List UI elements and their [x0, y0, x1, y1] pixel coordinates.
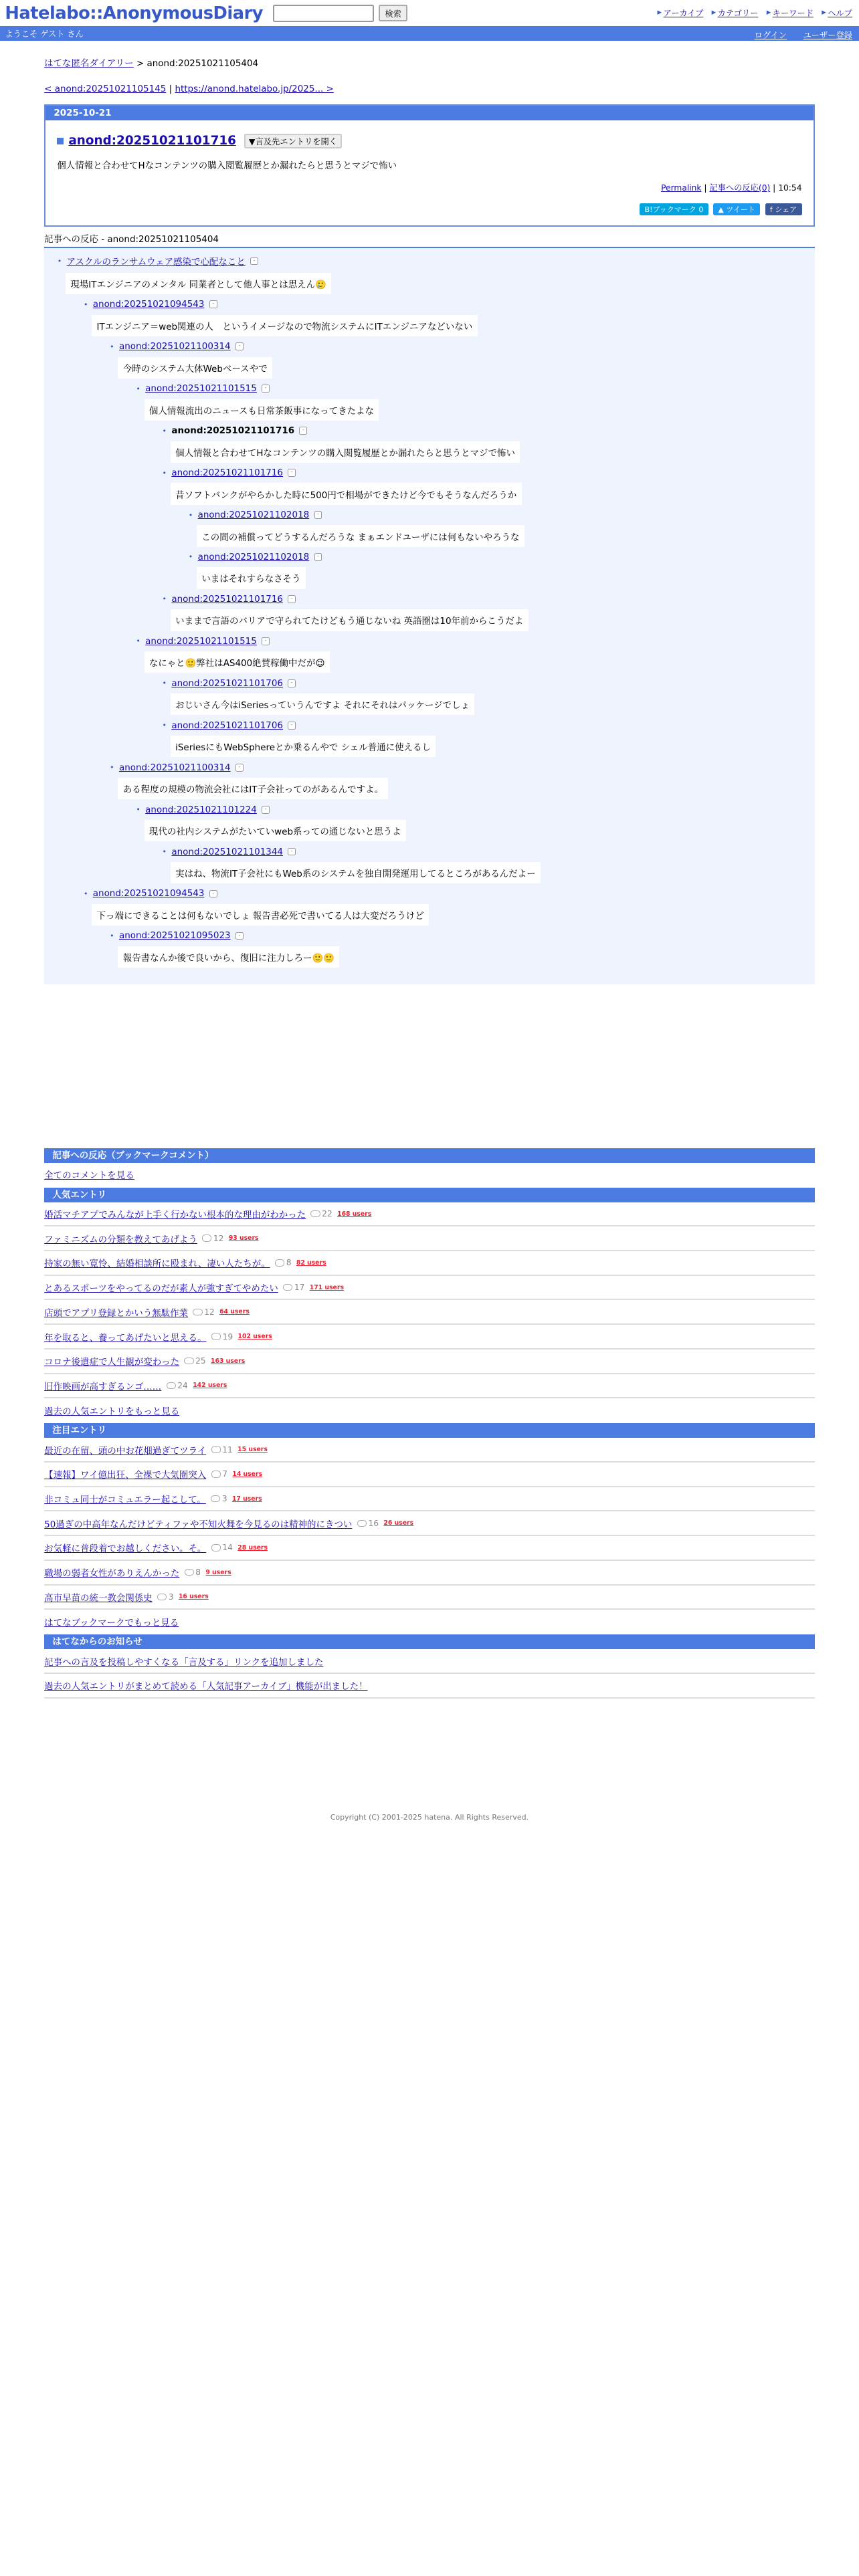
entry-title[interactable]: anond:20251021101716	[68, 134, 236, 148]
reaction-tree	[44, 248, 815, 984]
reaction-link[interactable]: • anond:20251021101344	[171, 846, 283, 857]
reaction-body: いままで言語のバリアで守られてたけどもう通じないね 英語圏は10年前からこうだよ	[171, 609, 529, 631]
comment-bubble-icon	[211, 1544, 221, 1551]
reaction-title-row	[136, 383, 814, 394]
reaction-node	[136, 383, 814, 421]
collapse-icon[interactable]: -	[209, 300, 217, 308]
reaction-node	[58, 254, 815, 294]
comment-bubble-icon	[157, 1594, 167, 1601]
entry-link[interactable]: 最近の在留、頭の中お花畑過ぎてツライ	[44, 1445, 207, 1457]
notable-item	[44, 1511, 815, 1536]
bookmark-users-badge[interactable]: 142 users	[193, 1382, 227, 1390]
comment-count-value: 8	[286, 1258, 292, 1268]
search-input[interactable]	[273, 5, 374, 22]
reaction-link[interactable]: • anond:20251021101224	[145, 804, 257, 815]
reaction-node	[189, 552, 815, 589]
entry-link[interactable]: 50過ぎの中高年なんだけどティファや不知火舞を今見るのは精神的にきつい	[44, 1519, 353, 1530]
reaction-node	[163, 425, 815, 463]
comment-bubble-icon	[167, 1382, 176, 1390]
entry-date: 2025-10-21	[45, 106, 814, 120]
reaction-node	[163, 594, 815, 631]
comment-count	[193, 1307, 214, 1317]
comment-bubble-icon	[211, 1495, 220, 1503]
comment-count-value: 22	[322, 1209, 332, 1219]
reaction-node	[189, 510, 815, 547]
reaction-node	[110, 762, 815, 800]
square-icon	[57, 138, 64, 144]
notable-item	[44, 1487, 815, 1512]
notable-item	[44, 1438, 815, 1463]
next-entry-link[interactable]: https://anond.hatelabo.jp/2025... >	[175, 84, 334, 95]
reaction-body: 個人情報と合わせてHなコンテンツの購入閲覧履歴とか漏れたらと思うとマジで怖い	[171, 441, 520, 463]
share-buttons	[45, 193, 814, 225]
reaction-title-row	[163, 467, 815, 478]
notable-heading: 注目エントリ	[44, 1423, 815, 1438]
bookmark-users-badge[interactable]: 16 users	[178, 1593, 209, 1601]
reaction-title-row	[189, 510, 815, 520]
reaction-link[interactable]: • anond:20251021100314	[118, 762, 231, 773]
footer: Copyright (C) 2001-2025 hatena. All Rights Reserved.	[330, 1813, 529, 1822]
bookmark-users-badge[interactable]: 163 users	[211, 1357, 246, 1365]
reaction-link[interactable]: • anond:20251021101515	[145, 383, 257, 395]
search-button[interactable]: 検索	[379, 5, 407, 21]
comment-count-value: 8	[195, 1568, 201, 1578]
entry-link[interactable]: コロナ後遺症で人生観が変わった	[44, 1357, 180, 1368]
notice-heading: はてなからのお知らせ	[44, 1634, 815, 1649]
entry-link[interactable]: 職場の弱者女性がありえんかった	[44, 1568, 180, 1580]
entry-title-row	[45, 120, 814, 148]
collapse-icon[interactable]: -	[262, 385, 270, 393]
entry-link[interactable]: お気軽に普段着でお越しください。そ。	[44, 1543, 207, 1555]
reaction-node	[84, 888, 815, 926]
comment-count-value: 3	[221, 1494, 227, 1504]
bookmark-users-badge[interactable]: 9 users	[205, 1568, 231, 1576]
reaction-title-row	[110, 762, 815, 773]
collapse-icon[interactable]: -	[235, 932, 244, 940]
reaction-body: ある程度の規模の物流会社にはIT子会社ってのがあるんですよ。	[118, 778, 388, 799]
popular-item	[44, 1251, 815, 1276]
comment-bubble-icon	[357, 1520, 367, 1527]
reaction-body: 下っ端にできることは何もないでしょ 報告書必死で書いてる人は大変だろうけど	[92, 904, 429, 926]
notice-link[interactable]: 過去の人気エントリがまとめて読める「人気記事アーカイブ」機能が出ました！	[44, 1681, 368, 1693]
reaction-node	[163, 720, 815, 758]
reaction-title-row	[163, 847, 815, 857]
reaction-body: いまはそれすらなさそう	[197, 567, 306, 588]
comment-count	[211, 1543, 233, 1552]
reaction-title-row	[110, 930, 815, 941]
breadcrumb-root[interactable]: はてな匿名ダイアリー	[44, 58, 134, 70]
entry-meta	[45, 171, 814, 193]
popular-item	[44, 1374, 815, 1399]
reaction-node	[110, 341, 815, 379]
reaction-title-row	[136, 636, 814, 647]
comment-count-value: 19	[222, 1331, 233, 1341]
comment-count-value: 16	[368, 1518, 379, 1528]
collapse-icon[interactable]: -	[235, 342, 244, 350]
comment-count	[185, 1568, 201, 1577]
bookmark-users-badge[interactable]: 26 users	[383, 1519, 414, 1527]
reaction-link[interactable]: • anond:20251021100314	[118, 341, 231, 352]
meta-sep: |	[701, 183, 710, 193]
comment-bubble-icon	[185, 1569, 194, 1576]
reaction-body: 報告書なんか後で良いから、復旧に注力しろー🙂🙂	[118, 946, 339, 968]
entry-link[interactable]: 【速報】ワイ億出狂、全裸で大気圏突入	[44, 1470, 207, 1481]
reaction-body: おじいさん今はiSeriesっていうんですよ それにそれはパッケージでしょ	[171, 693, 474, 715]
reactions-link[interactable]: 記事への反応(0)	[709, 183, 771, 193]
reaction-node	[84, 299, 815, 336]
reaction-title-row	[163, 425, 815, 436]
reaction-title-row	[163, 594, 815, 605]
nav-sep: |	[166, 84, 175, 95]
comment-count-value: 7	[222, 1469, 228, 1479]
bookmark-users-badge[interactable]: 14 users	[232, 1470, 263, 1478]
popular-item	[44, 1350, 815, 1374]
entry-link[interactable]: ファミニズムの分類を教えてあげよう	[44, 1234, 197, 1245]
comment-bubble-icon	[283, 1284, 292, 1291]
reaction-body: 実はね、物流IT子会社にもWeb系のシステムを独自開発運用してるところがあるんだよー	[171, 862, 541, 883]
comment-bubble-icon	[202, 1235, 211, 1242]
reaction-title-row	[163, 720, 815, 731]
bookmark-users-badge[interactable]: 82 users	[296, 1259, 326, 1267]
notable-item	[44, 1586, 815, 1610]
comment-bubble-icon	[211, 1333, 221, 1340]
comment-bubble-icon	[193, 1309, 202, 1316]
reaction-title-row	[136, 804, 814, 815]
permalink[interactable]: Permalink	[661, 183, 702, 193]
reactions-heading: 記事への反応 - anond:20251021105404	[44, 231, 815, 247]
comment-count	[184, 1356, 205, 1366]
reaction-link[interactable]: • アスクルのランサムウェア感染で心配なこと	[66, 257, 246, 268]
entry-link[interactable]: 店頭でアプリ登録とかいう無駄作業	[44, 1307, 189, 1319]
reaction-body: 現代の社内システムがたいていweb系っての通じないと思うよ	[145, 820, 406, 841]
reaction-link[interactable]: • anond:20251021102018	[197, 510, 310, 521]
comment-count	[211, 1332, 233, 1341]
entry-link[interactable]: 旧作映画が高すぎるンゴ……	[44, 1381, 162, 1392]
reaction-node	[110, 930, 815, 968]
reaction-body: 個人情報流出のニュースも日常茶飯事になってきたよな	[145, 399, 379, 421]
welcome-text: ようこそ ゲスト さん	[5, 29, 84, 39]
comment-count-value: 11	[222, 1444, 233, 1455]
entry-link[interactable]: 婚活マチアプでみんなが上手く行かない根本的な理由がわかった	[44, 1210, 306, 1221]
collapse-icon[interactable]: -	[288, 679, 296, 687]
collapse-icon[interactable]: -	[288, 595, 296, 603]
reaction-title-row	[84, 888, 815, 899]
reaction-link[interactable]: • anond:20251021101716	[171, 467, 283, 479]
entry-box	[44, 104, 815, 227]
comment-count-value: 12	[204, 1307, 215, 1317]
entry-link[interactable]: 持家の無い寛怜、結婚相談所に殴まれ、凄い人たちが。	[44, 1259, 270, 1270]
notice-item	[44, 1649, 815, 1674]
collapse-icon[interactable]: -	[288, 722, 296, 730]
bookmark-users-badge[interactable]: 171 users	[309, 1283, 344, 1291]
facebook-share-button[interactable]	[765, 203, 802, 215]
user-bar	[0, 26, 859, 41]
popular-item	[44, 1226, 815, 1251]
reaction-title-row	[84, 299, 815, 310]
collapse-icon[interactable]: -	[235, 764, 244, 772]
site-logo[interactable]: Hatelabo::AnonymousDiary	[5, 3, 264, 23]
reaction-link[interactable]: • anond:20251021101706	[171, 720, 283, 731]
notable-list	[44, 1438, 815, 1610]
archive-link[interactable]: アーカイブ	[663, 8, 704, 18]
reaction-body: ITエンジニア＝web関連の人 というイメージなので物流システムにITエンジニアなどいない	[92, 315, 477, 336]
reaction-link[interactable]: • anond:20251021094543	[92, 299, 205, 310]
bookmark-users-badge[interactable]: 102 users	[237, 1333, 272, 1340]
reaction-node	[163, 847, 815, 884]
breadcrumb-current: anond:20251021105404	[147, 58, 259, 70]
collapse-icon[interactable]: -	[209, 890, 217, 898]
hatena-bookmark-button[interactable]: B!ブックマーク 0	[640, 203, 708, 215]
notable-item	[44, 1561, 815, 1586]
reaction-body: iSeriesにもWebSphereとか乗るんやで シェル普通に使えるし	[171, 736, 436, 757]
reaction-body: 現場ITエンジニアのメンタル 同業者として他人事とは思えん🥲	[66, 273, 331, 294]
login-link[interactable]: ログイン	[754, 30, 787, 40]
collapse-icon[interactable]: -	[262, 637, 270, 645]
comment-count-value: 24	[177, 1380, 188, 1390]
collapse-icon[interactable]: -	[314, 553, 322, 561]
reaction-node	[163, 467, 815, 505]
reaction-body: なにゃと🙂弊社はAS400絶賛稼働中だが😉	[145, 651, 330, 673]
comment-bubble-icon	[211, 1446, 221, 1453]
reaction-body: この間の補償ってどうするんだろうな まぁエンドユーザには何もないやろうな	[197, 525, 524, 546]
fb-label: シェア	[775, 205, 797, 214]
reaction-link[interactable]: • anond:20251021094543	[92, 888, 205, 899]
tweet-button[interactable]	[713, 203, 760, 215]
reaction-link[interactable]: • anond:20251021101716	[171, 425, 295, 437]
bookmark-comments-heading: 記事への反応（ブックマークコメント）	[44, 1148, 815, 1163]
entry-time: | 10:54	[770, 183, 802, 193]
help-link[interactable]: ヘルプ	[828, 8, 852, 18]
notable-item	[44, 1536, 815, 1561]
comment-count-value: 14	[222, 1543, 233, 1553]
popular-list	[44, 1202, 815, 1399]
popular-item	[44, 1325, 815, 1350]
reaction-link[interactable]: • anond:20251021101706	[171, 677, 283, 689]
notice-link[interactable]: 記事への言及を投稿しやすくなる「言及する」リンクを追加しました	[44, 1656, 324, 1668]
notable-more-link[interactable]: はてなブックマークでもっと見る	[44, 1617, 179, 1628]
reaction-node	[136, 636, 814, 673]
reaction-link[interactable]: • anond:20251021101515	[145, 635, 257, 647]
open-referenced-button[interactable]: ▼言及先エントリを開く	[244, 134, 342, 148]
tweet-label: ツイート	[726, 205, 755, 214]
collapse-icon[interactable]: -	[288, 848, 296, 856]
comment-count	[211, 1445, 233, 1455]
popular-item	[44, 1300, 815, 1325]
entry-body: 個人情報と合わせてHなコンテンツの購入閲覧履歴とか漏れたらと思うとマジで怖い	[57, 160, 397, 172]
category-link[interactable]: カテゴリー	[717, 8, 759, 18]
reaction-body: 今時のシステム大体Webベースやで	[118, 357, 272, 379]
entry-link[interactable]: 非コミュ同士がコミュエラー起こして。	[44, 1495, 206, 1506]
reaction-body: 昔ソフトバンクがやらかした時に500円で相場ができたけど今でもそうなんだろうか	[171, 483, 522, 504]
entry-link[interactable]: とあるスポーツをやってるのだが素人が強すぎてやめたい	[44, 1283, 278, 1295]
bird-icon: ▲	[718, 205, 724, 214]
comment-count	[157, 1592, 173, 1602]
popular-more-link[interactable]: 過去の人気エントリをもっと見る	[44, 1406, 180, 1417]
reaction-title-row	[189, 552, 815, 562]
comment-bubble-icon	[211, 1471, 221, 1478]
comment-count	[211, 1494, 227, 1503]
collapse-icon[interactable]: -	[250, 257, 258, 265]
collapse-icon[interactable]: -	[288, 469, 296, 477]
comment-count	[167, 1381, 188, 1390]
popular-heading: 人気エントリ	[44, 1188, 815, 1202]
comment-count-value: 3	[168, 1592, 174, 1602]
collapse-icon[interactable]: -	[262, 806, 270, 814]
reaction-node	[136, 804, 814, 842]
breadcrumb-sep: >	[133, 58, 147, 70]
popular-item	[44, 1202, 815, 1227]
top-links	[657, 7, 852, 19]
comment-bubble-icon	[275, 1259, 284, 1267]
ad-space	[44, 984, 815, 1140]
collapse-icon[interactable]: -	[299, 427, 307, 435]
bookmark-users-badge[interactable]: 168 users	[337, 1210, 372, 1218]
comment-count	[211, 1469, 227, 1479]
entry-nav	[44, 84, 815, 94]
bookmark-users-badge[interactable]: 28 users	[237, 1543, 268, 1551]
comment-count	[202, 1234, 223, 1243]
comment-count	[310, 1209, 332, 1218]
comment-count	[275, 1258, 291, 1267]
reaction-title-row	[163, 678, 815, 689]
reaction-link[interactable]: • anond:20251021101716	[171, 593, 283, 605]
register-link[interactable]: ユーザー登録	[803, 30, 852, 40]
reaction-title-row	[58, 254, 815, 267]
comment-count-value: 12	[213, 1233, 224, 1243]
bookmark-users-badge[interactable]: 17 users	[231, 1495, 262, 1503]
notice-item	[44, 1674, 815, 1699]
comment-count	[283, 1283, 304, 1292]
bookmark-users-badge[interactable]: 15 users	[237, 1446, 268, 1454]
top-header	[0, 0, 859, 26]
reaction-title-row	[110, 341, 815, 352]
facebook-icon: f	[769, 205, 773, 214]
prev-entry-link[interactable]: < anond:20251021105145	[44, 84, 167, 95]
bookmark-users-badge[interactable]: 93 users	[228, 1235, 259, 1243]
comment-count	[357, 1519, 379, 1528]
notable-item	[44, 1463, 815, 1487]
main-content	[44, 56, 815, 1822]
all-comments-link[interactable]: 全てのコメントを見る	[44, 1170, 134, 1181]
popular-item	[44, 1276, 815, 1301]
comment-bubble-icon	[310, 1210, 320, 1218]
comment-count-value: 25	[195, 1356, 206, 1366]
entry-link[interactable]: 年を取ると、養ってあげたいと思える。	[44, 1332, 207, 1344]
comment-count-value: 17	[294, 1283, 305, 1293]
keyword-link[interactable]: キーワード	[772, 8, 814, 18]
entry-link[interactable]: 高市早苗の統一教会関係史	[44, 1592, 153, 1604]
reaction-link[interactable]: • anond:20251021102018	[197, 551, 310, 562]
comment-bubble-icon	[184, 1358, 193, 1365]
reaction-link[interactable]: • anond:20251021095023	[118, 930, 231, 942]
bookmark-users-badge[interactable]: 64 users	[219, 1308, 250, 1316]
collapse-icon[interactable]: -	[314, 511, 322, 519]
breadcrumb	[44, 56, 815, 69]
reaction-node	[163, 678, 815, 716]
